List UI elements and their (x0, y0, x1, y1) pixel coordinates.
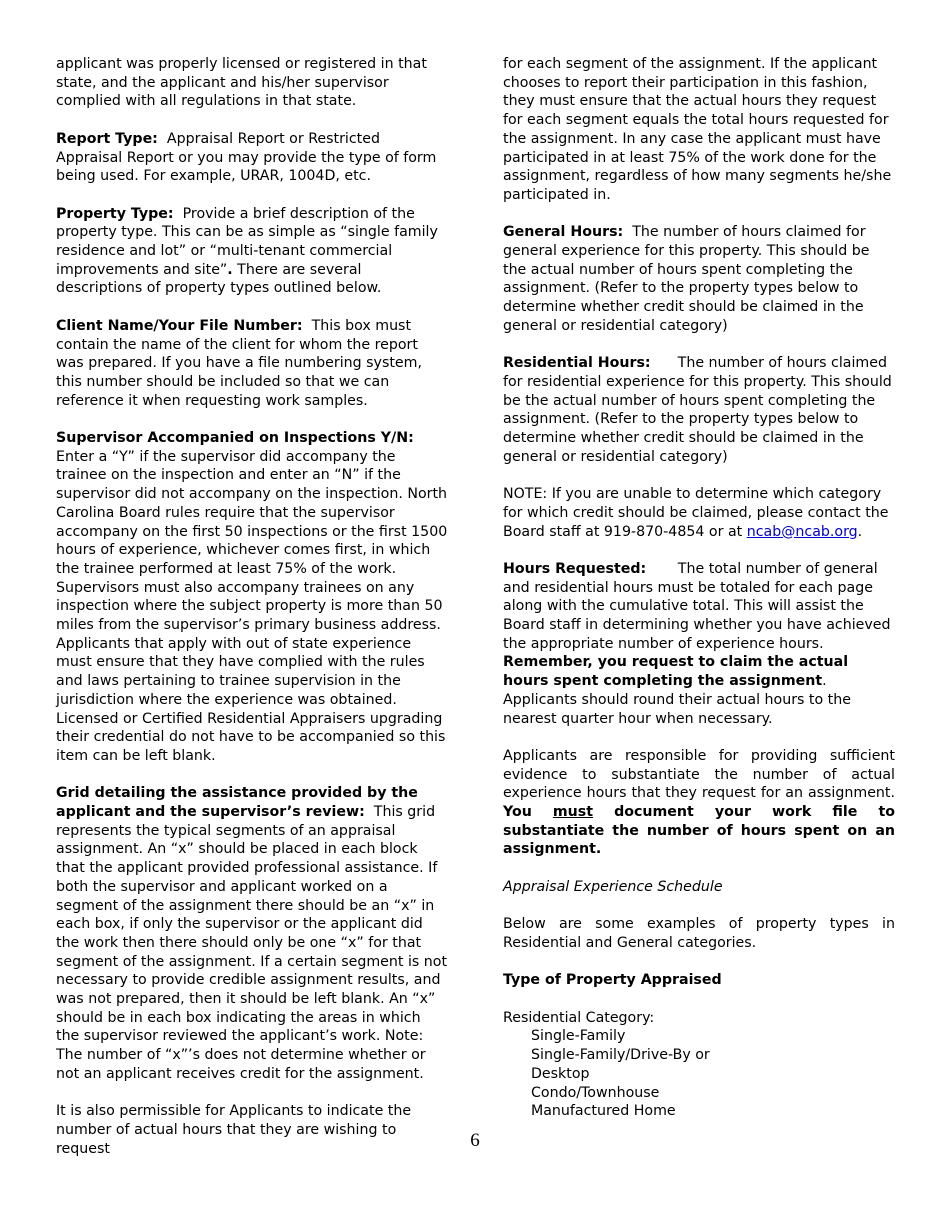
label-grid-detailing: Grid detailing the assistance provided by the applicant and the supervisor’s review: (56, 785, 418, 821)
paragraph-segments: for each segment of the assignment. If the applicant chooses to report their participation in this fashion, they must ensure that the actual hours they request for each segment equals the total hours requested for the assignment. In any case the applicant must have participated in at least 75% of the work done for the assignment, regardless of how many segments he/she participated in. (503, 56, 892, 203)
residential-category-label: Residential Category: (503, 1009, 655, 1026)
paragraph-grid-detailing (56, 784, 448, 1083)
list-item: Single-Family/Drive-By or Desktop (531, 1047, 710, 1082)
residential-list (503, 1027, 895, 1121)
list-item: Manufactured Home (531, 1103, 676, 1120)
paragraph-general-hours (503, 223, 895, 335)
paragraph-client-name (56, 317, 448, 411)
paragraph-responsible (503, 747, 895, 859)
text-client-name: This box must contain the name of the client for whom the report was prepared. If you have a file numbering system, this number should be included so that we can reference it when requesting work samples. (56, 317, 422, 409)
list-item: Condo/Townhouse (531, 1084, 660, 1101)
left-column (56, 55, 448, 1177)
text-you: You (503, 804, 553, 821)
paragraph-hours-requested (503, 560, 895, 728)
paragraph-schedule-title: Appraisal Experience Schedule (503, 878, 723, 895)
text-document: document your work file to substantiate the number of hours spent on an assignment. (503, 804, 895, 858)
text-supervisor-accompanied: Enter a “Y” if the supervisor did accompany the trainee on the inspection and enter an “N” if the supervisor did not accompany on the inspection. North Carolina Board rules require that the supervisor accompany on the first 50 inspections or the first 1500 hours of experience, whichever comes first, in which the trainee performed at least 75% of the work. Supervisors must also accompany trainees on any inspection where the subject property is more than 50 miles from the supervisor’s primary business address. Applicants that apply with out of state experience must ensure that they have complied with the rules and laws pertaining to trainee supervision in the jurisdiction where the experience was obtained. Licensed or Certified Residential Appraisers upgrading their credential do not have to be accompanied so this item can be left blank. (56, 448, 448, 764)
label-hours-requested: Hours Requested: (503, 560, 647, 577)
paragraph-note (503, 485, 895, 541)
text-hours-requested: The total number of general and residential hours must be totaled for each page along with the cumulative total. This will assist the Board staff in determining whether you have achieved the appropriate number of experience hours. (503, 560, 891, 652)
text-note-end: . (857, 523, 863, 540)
text-hours-remember: Remember, you request to claim the actual hours spent completing the assignment (503, 654, 849, 690)
email-link[interactable]: ncab@ncab.org (746, 523, 858, 540)
paragraph-property-type (56, 205, 448, 299)
text-property-type-dot: . (227, 261, 233, 278)
text-residential-hours: The number of hours claimed for residential experience for this property. This should be the actual number of hours spent completing the assignment. (Refer to the property types below to determine whether credit should be claimed in the general or residential category) (503, 355, 892, 465)
label-client-name: Client Name/Your File Number: (56, 317, 303, 334)
paragraph-residential-hours (503, 354, 895, 466)
text-general-hours: The number of hours claimed for general experience for this property. This should be the actual number of hours spent completing the assignment. (Refer to the property types below to determine whether credit should be claimed in the general or residential category) (503, 224, 870, 334)
text-hours-requested-end: . Applicants should round their actual hours to the nearest quarter hour when necessary. (503, 673, 851, 727)
label-general-hours: General Hours: (503, 224, 624, 241)
right-column (503, 55, 895, 1121)
page-number: 6 (470, 1130, 480, 1151)
paragraph-examples: Below are some examples of property types in Residential and General categories. (503, 916, 895, 951)
label-supervisor-accompanied: Supervisor Accompanied on Inspections Y/N: (56, 430, 414, 446)
text-responsible: Applicants are responsible for providing sufficient evidence to substantiate the number of actual experience hours that they request for an assignment. (503, 747, 895, 802)
text-report-type: Appraisal Report or Restricted Appraisal Report or you may provide the type of form being used. For example, URAR, 1004D, etc. (56, 130, 437, 185)
label-property-type: Property Type: (56, 205, 174, 222)
label-residential-hours: Residential Hours: (503, 355, 651, 372)
residential-category (503, 1009, 895, 1121)
text-property-type-2: There are several descriptions of property types outlined below. (56, 261, 382, 297)
paragraph-permissible: It is also permissible for Applicants to indicate the number of actual hours that they are wishing to request (56, 1103, 412, 1157)
label-report-type: Report Type: (56, 130, 158, 147)
paragraph-supervisor-accompanied (56, 429, 448, 766)
paragraph-report-type (56, 130, 448, 186)
text-property-type: Provide a brief description of the property type. This can be as simple as “single family residence and lot” or “multi-tenant commercial improvements and site” (56, 205, 438, 278)
list-item: Single-Family (531, 1028, 626, 1045)
text-grid-detailing: This grid represents the typical segments of an appraisal assignment. An “x” should be placed in each block that the applicant provided professional assistance. If both the supervisor and applicant worked on a segment of the assignment there should be an “x” in each box, if only the supervisor or the applicant did the work then there should only be one “x” for that segment of the assignment. If a certain segment is not necessary to provide credible assignment results, and was not prepared, then it should be left blank. An “x” should be in each box indicating the areas in which the supervisor reviewed the applicant’s work. Note: The number of “x”’s does not determine whether or not an applicant receives credit for the assignment. (56, 804, 448, 1082)
text-note: NOTE: If you are unable to determine which category for which credit should be claimed, please contact the Board staff at 919-870-4854 or at (503, 486, 889, 540)
paragraph-licensing: applicant was properly licensed or registered in that state, and the applicant and his/her supervisor complied with all regulations in that state. (56, 56, 427, 110)
text-must: must (552, 804, 594, 821)
heading-type-of-property: Type of Property Appraised (503, 972, 722, 989)
